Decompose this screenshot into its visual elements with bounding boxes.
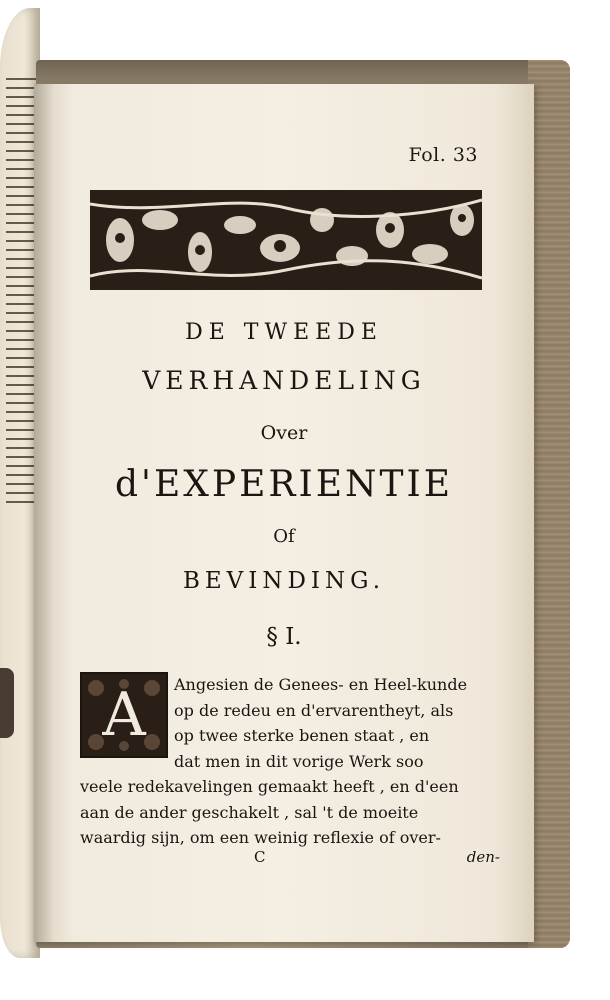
body-line: dat men in dit vorige Werk soo [174,751,424,771]
section-number: § I. [266,624,302,650]
woodcut-headpiece-icon [90,190,482,290]
book-page [34,84,534,942]
previous-page-ornament [0,668,14,738]
signature-mark: C [254,848,266,866]
title-line-5: Of [273,526,295,547]
body-line: op de redeu en d'ervarentheyt, als [174,700,454,720]
body-line: Angesien de Genees- en Heel-kunde [174,675,468,694]
initial-letter: A [102,680,146,750]
title-line-6: BEVINDING. [182,568,386,594]
body-paragraph [80,672,500,851]
title-line-3: Over [260,422,308,444]
gutter-shadow [34,84,54,942]
body-line: op twee sterke benen staat , en [174,726,430,745]
title-line-4: d'EXPERIENTIE [115,464,453,505]
title-line-2: VERHANDELING [142,366,426,395]
cover-top-edge [36,60,570,84]
body-line: aan de ander geschakelt , sal 't de moeite [80,802,419,822]
previous-page-text-lines [6,78,36,510]
body-line: waardig sijn, om een weinig reflexie of over- [80,828,441,847]
page-block-edge [528,60,570,948]
title-line-1: DE TWEEDE [185,320,383,345]
folio-number: Fol. 33 [408,144,478,166]
body-line: veele redekavelingen gemaakt heeft , en d'een [80,777,459,796]
catchword: den- [466,848,500,866]
